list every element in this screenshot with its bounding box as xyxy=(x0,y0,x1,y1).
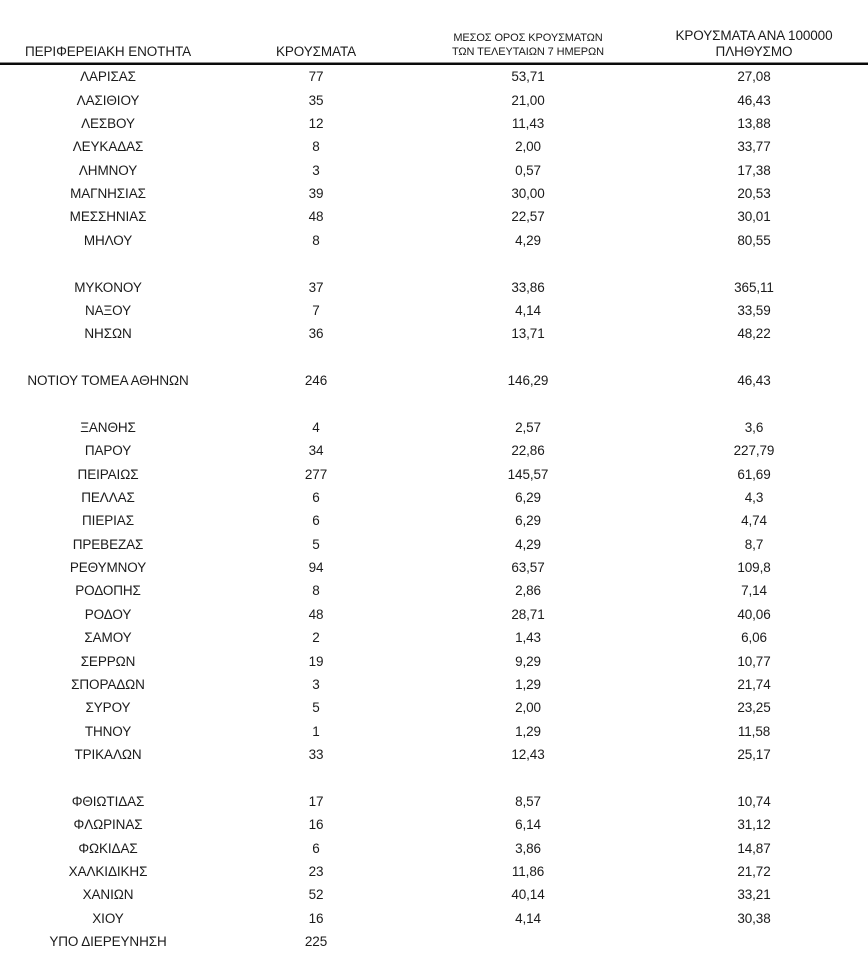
table-row xyxy=(0,65,868,88)
cell-cases: 7 xyxy=(312,302,320,318)
table-row xyxy=(0,533,868,556)
cell-region: ΛΗΜΝΟΥ xyxy=(78,162,138,178)
cell-per100k: 10,77 xyxy=(737,653,771,669)
table-row xyxy=(0,813,868,836)
cell-cases: 48 xyxy=(308,606,324,622)
cell-avg7: 6,29 xyxy=(515,513,541,529)
cell-avg7: 33,86 xyxy=(511,279,545,295)
cell-per100k: 21,72 xyxy=(737,863,771,879)
cell-region: ΜΗΛΟΥ xyxy=(83,232,133,248)
cell-avg7: 2,00 xyxy=(515,139,541,155)
cell-avg7: 53,71 xyxy=(511,69,545,85)
cell-region: ΛΑΡΙΣΑΣ xyxy=(80,69,136,85)
table-row xyxy=(0,930,868,953)
cell-per100k: 8,7 xyxy=(744,536,764,552)
cell-per100k: 6,06 xyxy=(741,630,767,646)
table-row xyxy=(0,369,868,392)
cell-avg7: 21,00 xyxy=(511,92,545,108)
column-header-per100k-line2: ΠΛΗΘΥΣΜΟ xyxy=(715,43,793,59)
cell-cases: 23 xyxy=(308,863,324,879)
cell-region: ΥΠΟ ΔΙΕΡΕΥΝΗΣΗ xyxy=(49,934,167,950)
cell-region: ΧΑΝΙΩΝ xyxy=(82,887,134,903)
table-header-row xyxy=(0,0,868,62)
cell-cases: 36 xyxy=(308,326,324,342)
cell-cases: 16 xyxy=(308,910,324,926)
cell-cases: 34 xyxy=(308,443,324,459)
table-row xyxy=(0,275,868,298)
cell-avg7: 22,57 xyxy=(511,209,545,225)
cell-cases: 39 xyxy=(308,186,324,202)
cell-avg7: 145,57 xyxy=(507,466,549,482)
cell-per100k: 4,74 xyxy=(741,513,767,529)
table-row xyxy=(0,790,868,813)
column-header-per100k xyxy=(640,14,868,62)
table-row xyxy=(0,182,868,205)
cell-region: ΦΘΙΩΤΙΔΑΣ xyxy=(71,793,145,809)
cell-region: ΜΕΣΣΗΝΙΑΣ xyxy=(69,209,147,225)
cell-avg7: 2,86 xyxy=(515,583,541,599)
cell-cases: 17 xyxy=(308,793,324,809)
cell-per100k: 23,25 xyxy=(737,700,771,716)
cell-per100k: 109,8 xyxy=(737,560,771,576)
cell-avg7: 11,86 xyxy=(511,863,545,879)
cell-per100k: 227,79 xyxy=(733,443,775,459)
cell-region: ΠΕΙΡΑΙΩΣ xyxy=(77,466,139,482)
cell-avg7: 1,43 xyxy=(515,630,541,646)
cell-avg7: 4,29 xyxy=(515,232,541,248)
cell-region: ΣΑΜΟΥ xyxy=(84,630,132,646)
cell-per100k: 46,43 xyxy=(737,92,771,108)
cell-cases: 225 xyxy=(304,934,328,950)
cell-per100k: 30,01 xyxy=(737,209,771,225)
table-row xyxy=(0,205,868,228)
cell-per100k: 31,12 xyxy=(737,817,771,833)
table-row xyxy=(0,603,868,626)
cell-region: ΧΙΟΥ xyxy=(92,910,124,926)
table-row xyxy=(0,439,868,462)
table-row xyxy=(0,766,868,789)
cell-cases: 94 xyxy=(308,560,324,576)
cell-per100k: 30,38 xyxy=(737,910,771,926)
cell-region: ΠΕΛΛΑΣ xyxy=(81,489,135,505)
table-row xyxy=(0,486,868,509)
table-row xyxy=(0,673,868,696)
cell-per100k: 20,53 xyxy=(737,186,771,202)
cell-region: ΦΩΚΙΔΑΣ xyxy=(78,840,138,856)
column-header-avg7-line1: ΜΕΣΟΣ ΟΡΟΣ ΚΡΟΥΣΜΑΤΩΝ xyxy=(453,32,603,44)
cell-cases: 2 xyxy=(312,630,320,646)
cell-avg7: 11,43 xyxy=(511,115,545,131)
cell-cases: 48 xyxy=(308,209,324,225)
cell-cases: 16 xyxy=(308,817,324,833)
cell-avg7: 63,57 xyxy=(511,560,545,576)
cell-avg7: 0,57 xyxy=(515,162,541,178)
column-header-per100k-line1: ΚΡΟΥΣΜΑΤΑ ΑΝΑ 100000 xyxy=(675,28,833,43)
cell-cases: 5 xyxy=(312,700,320,716)
cell-region: ΞΑΝΘΗΣ xyxy=(80,419,136,435)
cell-region: ΧΑΛΚΙΔΙΚΗΣ xyxy=(68,863,148,879)
table-row xyxy=(0,743,868,766)
cell-avg7: 4,14 xyxy=(515,302,541,318)
cell-per100k: 48,22 xyxy=(737,326,771,342)
table-row xyxy=(0,135,868,158)
table-row xyxy=(0,579,868,602)
column-header-region xyxy=(0,14,216,62)
cell-cases: 246 xyxy=(304,373,328,389)
table-row xyxy=(0,649,868,672)
cell-per100k: 14,87 xyxy=(737,840,771,856)
cell-per100k: 10,74 xyxy=(737,793,771,809)
cell-region: ΣΕΡΡΩΝ xyxy=(80,653,136,669)
cell-cases: 33 xyxy=(308,747,324,763)
cell-per100k: 17,38 xyxy=(737,162,771,178)
cell-avg7: 9,29 xyxy=(515,653,541,669)
cell-region: ΣΥΡΟΥ xyxy=(85,700,131,716)
cell-cases: 8 xyxy=(312,232,320,248)
cell-cases: 8 xyxy=(312,583,320,599)
cell-per100k: 46,43 xyxy=(737,373,771,389)
cell-per100k: 21,74 xyxy=(737,676,771,692)
cell-cases: 35 xyxy=(308,92,324,108)
cell-region: ΣΠΟΡΑΔΩΝ xyxy=(71,676,145,692)
column-header-region-label: ΠΕΡΙΦΕΡΕΙΑΚΗ ΕΝΟΤΗΤΑ xyxy=(24,44,192,59)
table-row xyxy=(0,416,868,439)
cell-avg7: 40,14 xyxy=(511,887,545,903)
cell-region: ΡΟΔΟΠΗΣ xyxy=(75,583,141,599)
cell-cases: 277 xyxy=(304,466,328,482)
table-row xyxy=(0,626,868,649)
cell-avg7: 30,00 xyxy=(511,186,545,202)
cell-per100k: 61,69 xyxy=(737,466,771,482)
cell-avg7: 1,29 xyxy=(515,676,541,692)
column-header-avg7-line2: ΤΩΝ ΤΕΛΕΥΤΑΙΩΝ 7 ΗΜΕΡΩΝ xyxy=(452,45,604,58)
cell-cases: 1 xyxy=(312,723,320,739)
cell-avg7: 4,14 xyxy=(515,910,541,926)
cell-avg7: 2,57 xyxy=(515,419,541,435)
cell-region: ΡΕΘΥΜΝΟΥ xyxy=(69,560,147,576)
cell-region: ΠΑΡΟΥ xyxy=(84,443,132,459)
cell-region: ΜΥΚΟΝΟΥ xyxy=(74,279,142,295)
cell-region: ΝΗΣΩΝ xyxy=(84,326,132,342)
table-row xyxy=(0,392,868,415)
cell-region: ΤΡΙΚΑΛΩΝ xyxy=(74,747,142,763)
cell-avg7: 13,71 xyxy=(511,326,545,342)
table-row xyxy=(0,696,868,719)
cell-cases: 19 xyxy=(308,653,324,669)
cell-avg7: 1,29 xyxy=(515,723,541,739)
cell-region: ΠΙΕΡΙΑΣ xyxy=(82,513,134,529)
cell-avg7: 6,29 xyxy=(515,489,541,505)
cell-cases: 37 xyxy=(308,279,324,295)
cell-region: ΛΕΣΒΟΥ xyxy=(81,115,135,131)
cell-cases: 6 xyxy=(312,840,320,856)
table-row xyxy=(0,509,868,532)
cell-avg7: 12,43 xyxy=(511,747,545,763)
table-row xyxy=(0,883,868,906)
cell-cases: 4 xyxy=(312,419,320,435)
table-row xyxy=(0,860,868,883)
cell-avg7: 22,86 xyxy=(511,443,545,459)
cell-cases: 6 xyxy=(312,489,320,505)
cell-region: ΠΡΕΒΕΖΑΣ xyxy=(72,536,144,552)
cell-per100k: 80,55 xyxy=(737,232,771,248)
table-row xyxy=(0,159,868,182)
cell-region: ΜΑΓΝΗΣΙΑΣ xyxy=(70,186,146,202)
table-row xyxy=(0,299,868,322)
table-row xyxy=(0,836,868,859)
cell-per100k: 3,6 xyxy=(744,419,764,435)
table-row xyxy=(0,88,868,111)
column-header-cases xyxy=(216,14,416,62)
cell-per100k: 33,77 xyxy=(737,139,771,155)
table-row xyxy=(0,462,868,485)
table-row xyxy=(0,556,868,579)
table-row xyxy=(0,346,868,369)
cell-cases: 52 xyxy=(308,887,324,903)
table-row xyxy=(0,112,868,135)
cell-per100k: 40,06 xyxy=(737,606,771,622)
cell-per100k: 11,58 xyxy=(737,723,771,739)
cell-cases: 6 xyxy=(312,513,320,529)
cell-region: ΝΑΞΟΥ xyxy=(84,302,132,318)
cell-region: ΛΑΣΙΘΙΟΥ xyxy=(76,92,140,108)
table-row xyxy=(0,322,868,345)
cell-per100k: 7,14 xyxy=(741,583,767,599)
table-body xyxy=(0,65,868,953)
cell-avg7: 3,86 xyxy=(515,840,541,856)
cell-avg7: 146,29 xyxy=(507,373,549,389)
cell-cases: 5 xyxy=(312,536,320,552)
cell-avg7: 28,71 xyxy=(511,606,545,622)
cell-avg7: 6,14 xyxy=(515,817,541,833)
cell-per100k: 27,08 xyxy=(737,69,771,85)
cell-region: ΤΗΝΟΥ xyxy=(84,723,132,739)
cell-cases: 8 xyxy=(312,139,320,155)
table-row xyxy=(0,907,868,930)
cell-region: ΝΟΤΙΟΥ ΤΟΜΕΑ ΑΘΗΝΩΝ xyxy=(27,373,189,389)
cell-avg7: 4,29 xyxy=(515,536,541,552)
cell-per100k: 365,11 xyxy=(734,279,774,295)
cell-per100k: 33,21 xyxy=(737,887,771,903)
cell-per100k: 4,3 xyxy=(744,489,764,505)
cell-region: ΦΛΩΡΙΝΑΣ xyxy=(73,817,143,833)
cell-cases: 77 xyxy=(308,69,324,85)
column-header-avg7 xyxy=(416,14,640,62)
cell-per100k: 25,17 xyxy=(737,747,771,763)
column-header-cases-label: ΚΡΟΥΣΜΑΤΑ xyxy=(275,44,357,59)
cell-per100k: 13,88 xyxy=(737,115,771,131)
cell-cases: 3 xyxy=(312,162,320,178)
cell-cases: 12 xyxy=(308,115,324,131)
table-row xyxy=(0,720,868,743)
cell-avg7: 2,00 xyxy=(515,700,541,716)
cell-per100k: 33,59 xyxy=(737,302,771,318)
table-row xyxy=(0,229,868,252)
cell-avg7: 8,57 xyxy=(515,793,541,809)
table-row xyxy=(0,252,868,275)
cell-region: ΛΕΥΚΑΔΑΣ xyxy=(72,139,144,155)
cell-region: ΡΟΔΟΥ xyxy=(84,606,132,622)
cell-cases: 3 xyxy=(312,676,320,692)
